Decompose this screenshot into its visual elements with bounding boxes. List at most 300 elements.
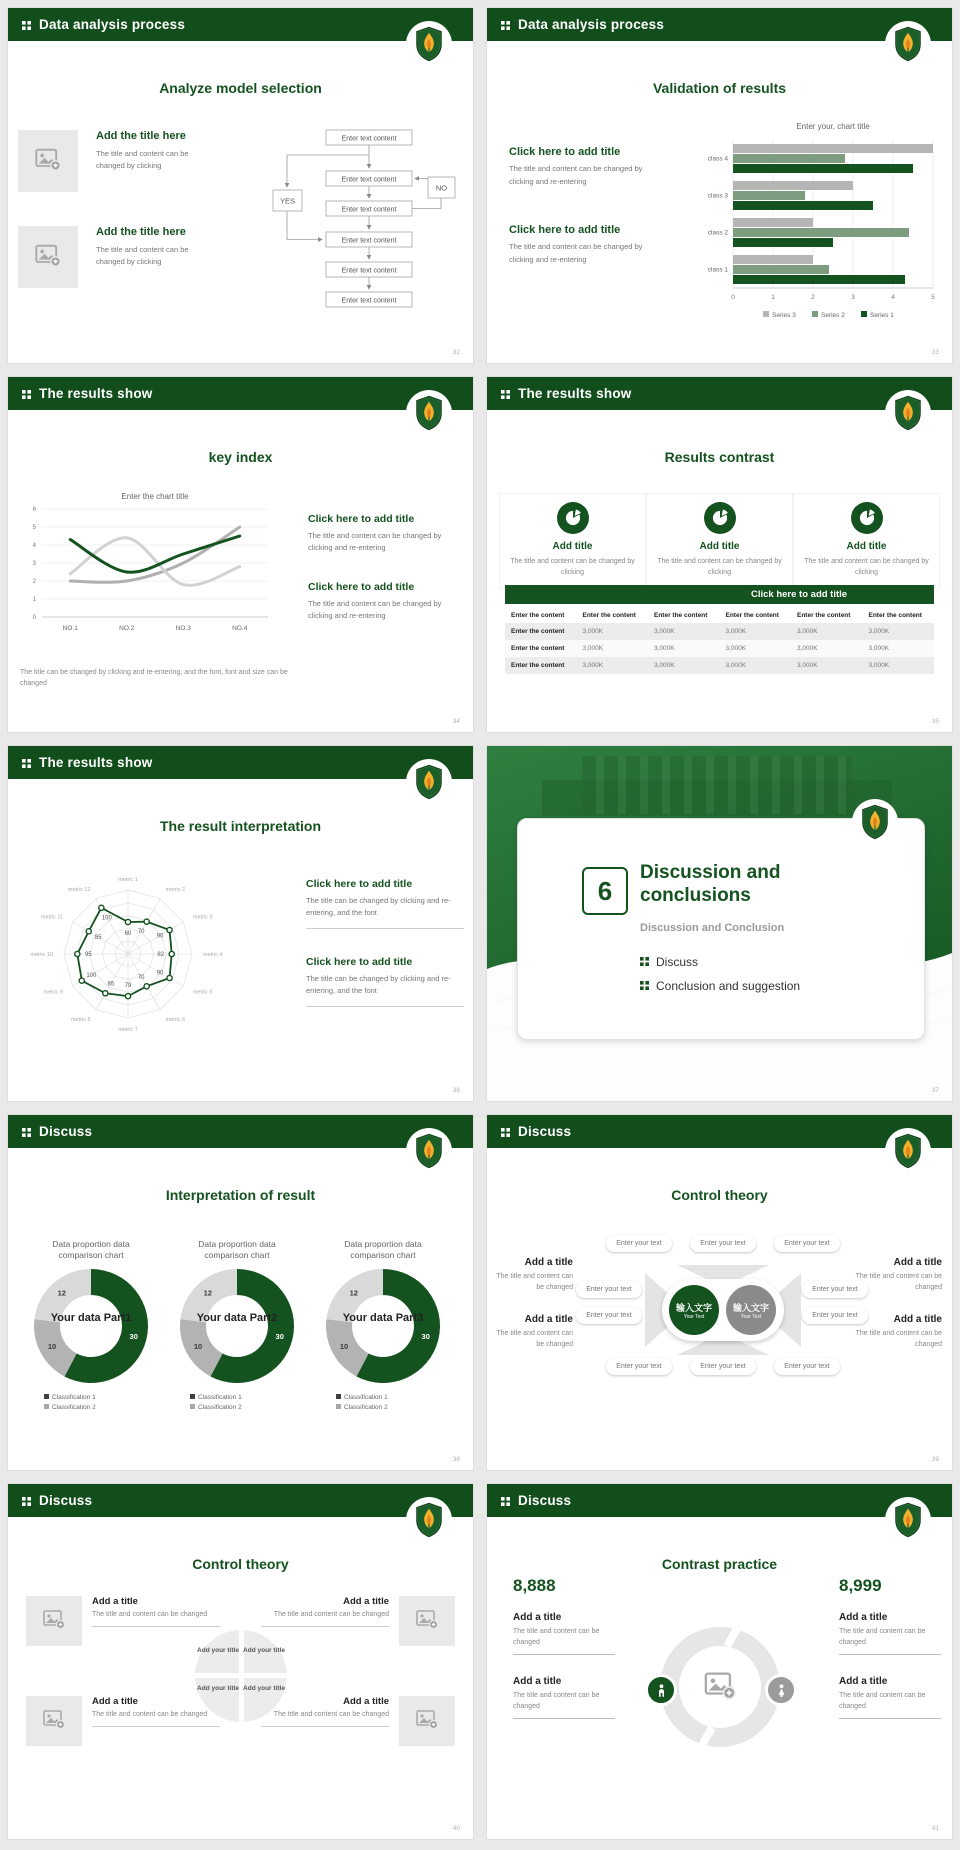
section-card bbox=[517, 818, 925, 1040]
college-shield-logo bbox=[406, 1497, 452, 1543]
slide-header-bar bbox=[487, 377, 952, 410]
column-header: Enter the content bbox=[797, 612, 851, 619]
add-image-icon bbox=[415, 1607, 439, 1636]
legend-swatch bbox=[190, 1394, 195, 1399]
text-pill: Enter your text bbox=[606, 1358, 672, 1375]
header-squares-icon bbox=[22, 1128, 31, 1137]
text-pill: Enter your text bbox=[802, 1281, 868, 1298]
page-number: 35 bbox=[931, 718, 939, 725]
page-number: 40 bbox=[452, 1825, 460, 1832]
block-body: The title and content can be changed by clicking and re-entering bbox=[308, 531, 442, 552]
text-block bbox=[509, 224, 681, 266]
donut-chart bbox=[175, 1264, 299, 1388]
svg-text:3: 3 bbox=[32, 561, 36, 567]
slide-header-bar bbox=[8, 1115, 473, 1148]
table-cell: 3,000K bbox=[654, 662, 675, 669]
slide-thumbnail-7[interactable] bbox=[8, 1115, 473, 1470]
female-person-icon bbox=[765, 1674, 797, 1706]
divider bbox=[261, 1726, 389, 1727]
slide-thumbnail-2[interactable] bbox=[487, 8, 952, 363]
block-title: Add a title bbox=[839, 1676, 888, 1687]
table-cell: 3,000K bbox=[797, 662, 818, 669]
line-chart bbox=[18, 487, 276, 647]
section-number: 6 bbox=[582, 867, 628, 915]
slide-header-bar bbox=[8, 746, 473, 779]
block-title: Add the title here bbox=[96, 226, 186, 238]
block-body: The title and content can be changed by clicking and re-entering bbox=[509, 242, 643, 264]
table-cell: 3,000K bbox=[582, 645, 604, 652]
page-title: Results contrast bbox=[664, 449, 775, 465]
legend-swatch bbox=[44, 1404, 49, 1409]
page-title: Control theory bbox=[192, 1556, 289, 1572]
svg-text:1: 1 bbox=[32, 597, 36, 603]
svg-text:metric 9: metric 9 bbox=[43, 989, 64, 996]
legend-item: Classification 1 bbox=[336, 1393, 456, 1403]
table-cell: 3,000K bbox=[582, 662, 604, 669]
page-title: Analyze model selection bbox=[159, 80, 322, 96]
slide-header-title: Data analysis process bbox=[39, 17, 186, 32]
section-title: Discussion and conclusions bbox=[640, 862, 781, 906]
image-placeholder bbox=[18, 130, 78, 192]
column-header: Enter the content bbox=[868, 612, 922, 619]
svg-text:90: 90 bbox=[156, 933, 164, 940]
svg-text:70: 70 bbox=[137, 929, 145, 936]
block-title: Add a title bbox=[343, 1596, 389, 1607]
page-number: 38 bbox=[452, 1456, 460, 1463]
slide-thumbnail-3[interactable] bbox=[8, 377, 473, 732]
flow-box-label: Enter text content bbox=[341, 206, 397, 214]
table-row bbox=[505, 657, 934, 674]
svg-text:5: 5 bbox=[32, 525, 36, 531]
table-cell: 3,000K bbox=[725, 628, 747, 635]
data-table bbox=[505, 608, 934, 674]
svg-text:metric 1: metric 1 bbox=[118, 877, 138, 883]
block-body: The title and content can be changed bbox=[839, 1692, 926, 1710]
center-text-en: Your Text bbox=[740, 1313, 762, 1320]
flow-yes-label: YES bbox=[279, 196, 296, 206]
table-cell: 3,000K bbox=[725, 662, 747, 669]
text-block bbox=[306, 956, 464, 1007]
svg-text:Enter the chart title: Enter the chart title bbox=[121, 492, 189, 501]
svg-text:95: 95 bbox=[84, 952, 92, 958]
chart-legend bbox=[190, 1393, 310, 1412]
side-text-block bbox=[489, 1257, 573, 1293]
divider bbox=[306, 1006, 464, 1007]
svg-text:100: 100 bbox=[101, 915, 112, 922]
svg-text:10: 10 bbox=[193, 1341, 203, 1351]
block-body: The title and content can be changed by clicking and re-entering bbox=[509, 164, 643, 186]
slide-header-bar bbox=[8, 377, 473, 410]
block-body: The title and content can be changed bbox=[855, 1273, 942, 1291]
chart-legend bbox=[336, 1393, 456, 1412]
card-title: Add title bbox=[699, 541, 740, 552]
svg-text:Enter your, chart title: Enter your, chart title bbox=[796, 122, 870, 131]
column-header: Enter the content bbox=[511, 612, 565, 619]
legend-swatch bbox=[336, 1394, 341, 1399]
column-header: Enter the content bbox=[725, 612, 779, 619]
slide-thumbnail-10[interactable] bbox=[487, 1484, 952, 1839]
svg-text:Series 3: Series 3 bbox=[772, 312, 796, 319]
text-block bbox=[308, 581, 464, 622]
text-pill: Enter your text bbox=[690, 1235, 756, 1252]
table-cell: Enter the content bbox=[511, 662, 565, 669]
add-image-icon bbox=[415, 1707, 439, 1736]
page-number: 41 bbox=[931, 1825, 939, 1832]
block-body: The title and content can be changed bbox=[513, 1692, 600, 1710]
quadrant-text bbox=[92, 1596, 220, 1627]
text-block bbox=[308, 513, 464, 554]
section-subtitle: Discussion and Conclusion bbox=[640, 922, 785, 934]
divider bbox=[513, 1654, 615, 1655]
center-circle-gray bbox=[726, 1285, 776, 1335]
image-placeholder bbox=[699, 1666, 741, 1708]
flow-box-label: Enter text content bbox=[341, 237, 397, 245]
college-shield-logo bbox=[885, 21, 931, 67]
slide-thumbnail-8[interactable] bbox=[487, 1115, 952, 1470]
svg-text:metric 4: metric 4 bbox=[203, 952, 223, 958]
card-body: The title and content can be changed by clicking bbox=[657, 558, 782, 576]
svg-text:metric 7: metric 7 bbox=[118, 1027, 138, 1033]
college-shield-logo bbox=[406, 759, 452, 805]
svg-text:30: 30 bbox=[129, 1332, 138, 1342]
divider bbox=[513, 1718, 615, 1719]
svg-text:2: 2 bbox=[811, 294, 815, 301]
block-title: Add a title bbox=[893, 1257, 942, 1268]
center-shape bbox=[662, 1279, 784, 1341]
male-person-icon bbox=[645, 1674, 677, 1706]
text-pill: Enter your text bbox=[576, 1307, 642, 1324]
page-number: 36 bbox=[452, 1087, 460, 1094]
table-cell: Enter the content bbox=[511, 645, 565, 652]
table-row bbox=[505, 623, 934, 640]
block-title: Add a title bbox=[92, 1596, 138, 1607]
text-pill: Enter your text bbox=[690, 1358, 756, 1375]
slide-header-bar bbox=[487, 8, 952, 41]
radar-chart bbox=[22, 862, 234, 1052]
block-title: Click here to add title bbox=[509, 224, 621, 236]
svg-text:10: 10 bbox=[47, 1341, 57, 1351]
side-text-block bbox=[489, 1314, 573, 1350]
block-title: Add a title bbox=[524, 1257, 573, 1268]
slide-header-bar bbox=[8, 1484, 473, 1517]
divider bbox=[261, 1626, 389, 1627]
legend-swatch bbox=[44, 1394, 49, 1399]
donut-chart-group bbox=[164, 1239, 310, 1412]
header-squares-icon bbox=[501, 390, 510, 399]
flow-box-label: Enter text content bbox=[341, 267, 397, 275]
divider bbox=[92, 1626, 220, 1627]
divider bbox=[306, 928, 464, 929]
circle-quadrant-label: Add your title bbox=[243, 1685, 285, 1692]
block-body: The title and content can be changed bbox=[496, 1330, 573, 1348]
svg-text:metric 8: metric 8 bbox=[70, 1016, 91, 1023]
legend-swatch bbox=[336, 1404, 341, 1409]
legend-item: Classification 1 bbox=[190, 1393, 310, 1403]
circle-quadrant-label: Add your title bbox=[197, 1647, 239, 1654]
section-bullet bbox=[640, 979, 800, 993]
svg-text:1: 1 bbox=[771, 294, 775, 301]
bullet-label: Discuss bbox=[656, 955, 699, 969]
flow-box-label: Enter text content bbox=[341, 135, 397, 143]
donut-center-label: Your data Part1 bbox=[50, 1312, 132, 1324]
legend-item: Classification 2 bbox=[44, 1403, 164, 1413]
svg-text:4: 4 bbox=[32, 543, 36, 549]
block-body: The title and content can be changed bbox=[513, 1628, 600, 1646]
block-body: The title can be changed by clicking and re-entering, and the font bbox=[306, 974, 451, 995]
legend-item: Classification 2 bbox=[190, 1403, 310, 1413]
legend-item: Classification 1 bbox=[44, 1393, 164, 1403]
text-pill: Enter your text bbox=[802, 1307, 868, 1324]
college-shield-logo bbox=[885, 1497, 931, 1543]
divider bbox=[839, 1718, 941, 1719]
slide-header-title: Discuss bbox=[39, 1493, 93, 1508]
page-number: 33 bbox=[931, 349, 939, 356]
svg-text:class 2: class 2 bbox=[707, 229, 728, 237]
svg-text:12: 12 bbox=[57, 1288, 66, 1298]
slide-thumbnail-4[interactable] bbox=[487, 377, 952, 732]
block-title: Click here to add title bbox=[306, 878, 413, 890]
header-squares-icon bbox=[22, 759, 31, 768]
section-bullet bbox=[640, 955, 698, 969]
svg-text:6: 6 bbox=[32, 507, 36, 513]
svg-text:5: 5 bbox=[931, 294, 935, 301]
image-placeholder bbox=[399, 1596, 455, 1646]
block-title: Add a title bbox=[343, 1696, 389, 1707]
block-title: Click here to add title bbox=[308, 581, 415, 593]
page-title: Control theory bbox=[671, 1187, 768, 1203]
stat-card bbox=[793, 493, 940, 589]
block-body: The title and content can be changed bbox=[273, 1711, 389, 1718]
chart-caption: Data proportion data comparison chart bbox=[344, 1239, 422, 1260]
center-circle-green bbox=[669, 1285, 719, 1335]
block-body: The title and content can be changed by clicking and re-entering bbox=[308, 599, 442, 620]
block-title: Click here to add title bbox=[509, 146, 621, 158]
divider bbox=[839, 1654, 941, 1655]
card-body: The title and content can be changed by clicking bbox=[510, 558, 635, 576]
flow-no-label: NO bbox=[435, 183, 448, 193]
text-block bbox=[96, 226, 248, 268]
svg-text:85: 85 bbox=[107, 981, 115, 988]
svg-text:metric 10: metric 10 bbox=[30, 952, 53, 958]
circle-quadrant-label: Add your title bbox=[197, 1685, 239, 1692]
table-cell: 3,000K bbox=[797, 628, 818, 635]
page-title: Interpretation of result bbox=[165, 1187, 316, 1203]
block-title: Add a title bbox=[513, 1612, 562, 1623]
svg-text:12: 12 bbox=[203, 1288, 212, 1298]
block-body: The title and content can be changed bbox=[855, 1330, 942, 1348]
header-squares-icon bbox=[22, 390, 31, 399]
slide-header-bar bbox=[487, 1484, 952, 1517]
block-title: Add a title bbox=[524, 1314, 573, 1325]
svg-text:NO.2: NO.2 bbox=[119, 625, 135, 632]
svg-text:82: 82 bbox=[157, 952, 165, 958]
slide-thumbnail-6[interactable] bbox=[487, 746, 952, 1101]
block-body: The title and content can be changed bbox=[839, 1628, 926, 1646]
svg-text:79: 79 bbox=[124, 983, 132, 990]
table-cell: 3,000K bbox=[654, 628, 675, 635]
text-pill: Enter your text bbox=[774, 1358, 840, 1375]
svg-text:class 4: class 4 bbox=[707, 155, 728, 163]
add-image-icon bbox=[42, 1707, 66, 1736]
svg-text:metric 2: metric 2 bbox=[165, 887, 186, 894]
bullet-squares-icon bbox=[640, 979, 649, 993]
add-image-icon bbox=[42, 1607, 66, 1636]
add-image-icon bbox=[34, 241, 62, 274]
svg-text:class 1: class 1 bbox=[707, 266, 728, 274]
svg-text:0: 0 bbox=[32, 615, 36, 621]
donut-chart-group bbox=[310, 1239, 456, 1412]
slide-header-bar bbox=[487, 1115, 952, 1148]
donut-chart-group bbox=[18, 1239, 164, 1412]
table-cell: 3,000K bbox=[654, 645, 675, 652]
block-body: The title and content can be changed bbox=[496, 1273, 573, 1291]
table-cell: 3,000K bbox=[868, 628, 890, 635]
image-placeholder bbox=[26, 1596, 82, 1646]
stat-number: 8,888 bbox=[513, 1576, 556, 1595]
text-block bbox=[306, 878, 464, 929]
svg-text:NO.1: NO.1 bbox=[62, 625, 78, 632]
circle-divider bbox=[195, 1673, 287, 1678]
page-number: 34 bbox=[452, 718, 460, 725]
quadrant-text bbox=[92, 1696, 220, 1727]
text-block bbox=[509, 146, 681, 188]
page-title: The result interpretation bbox=[159, 818, 322, 834]
slide-thumbnail-9[interactable] bbox=[8, 1484, 473, 1839]
text-block bbox=[513, 1676, 625, 1719]
header-squares-icon bbox=[22, 21, 31, 30]
block-body: The title and content can be changed bbox=[92, 1611, 208, 1618]
chart-legend bbox=[44, 1393, 164, 1412]
college-shield-logo bbox=[406, 21, 452, 67]
table-cell: 3,000K bbox=[725, 645, 747, 652]
svg-text:metric 6: metric 6 bbox=[165, 1016, 186, 1023]
image-placeholder bbox=[18, 226, 78, 288]
chart-caption: Data proportion data comparison chart bbox=[52, 1239, 130, 1260]
svg-text:class 3: class 3 bbox=[707, 192, 728, 200]
svg-text:metric 11: metric 11 bbox=[40, 914, 64, 921]
stat-card bbox=[646, 493, 793, 589]
side-text-block bbox=[854, 1257, 942, 1293]
table-cell: 3,000K bbox=[868, 645, 890, 652]
svg-text:Series 2: Series 2 bbox=[821, 312, 845, 319]
card-title: Add title bbox=[846, 541, 887, 552]
legend-swatch bbox=[190, 1404, 195, 1409]
divider bbox=[92, 1726, 220, 1727]
block-title: Add a title bbox=[513, 1676, 562, 1687]
svg-text:10: 10 bbox=[339, 1341, 349, 1351]
card-body: The title and content can be changed by clicking bbox=[804, 558, 929, 576]
svg-text:100: 100 bbox=[86, 973, 97, 980]
slide-thumbnail-5[interactable] bbox=[8, 746, 473, 1101]
chart-note: The title can be changed by clicking and re-entering, and the font, font and size can be changed bbox=[20, 669, 288, 687]
page-number: 39 bbox=[931, 1456, 939, 1463]
circle-quadrant-label: Add your title bbox=[243, 1647, 285, 1654]
table-cell: 3,000K bbox=[797, 645, 818, 652]
center-text-cn: 输入文字 bbox=[732, 1302, 769, 1313]
stat-number: 8,999 bbox=[839, 1576, 882, 1595]
text-pill: Enter your text bbox=[774, 1235, 840, 1252]
header-squares-icon bbox=[501, 1128, 510, 1137]
donut-center-label: Your data Part2 bbox=[196, 1312, 278, 1324]
slide-header-title: Data analysis process bbox=[518, 17, 665, 32]
quadrant-text bbox=[261, 1696, 389, 1727]
table-cell: Enter the content bbox=[511, 628, 565, 635]
table-cell: 3,000K bbox=[868, 662, 890, 669]
quadrant-text bbox=[261, 1596, 389, 1627]
donut-center-label: Your data Part3 bbox=[342, 1312, 424, 1324]
table-cell: 3,000K bbox=[582, 628, 604, 635]
svg-text:metric 5: metric 5 bbox=[192, 989, 213, 996]
block-title: Click here to add title bbox=[308, 513, 415, 525]
image-placeholder bbox=[26, 1696, 82, 1746]
block-body: The title and content can be changed bbox=[92, 1711, 208, 1718]
column-header: Enter the content bbox=[654, 612, 708, 619]
block-title: Add a title bbox=[92, 1696, 138, 1707]
slide-header-bar bbox=[8, 8, 473, 41]
slide-header-title: Discuss bbox=[518, 1493, 572, 1508]
svg-text:Series 1: Series 1 bbox=[870, 312, 894, 319]
table-row bbox=[505, 640, 934, 657]
flow-box-label: Enter text content bbox=[341, 176, 397, 184]
pie-icon bbox=[557, 502, 589, 534]
text-block bbox=[513, 1612, 625, 1655]
text-pill: Enter your text bbox=[576, 1281, 642, 1298]
column-header: Enter the content bbox=[582, 612, 636, 619]
table-banner: Click here to add title bbox=[505, 585, 934, 604]
block-body: The title and content can be changed bbox=[273, 1611, 389, 1618]
pie-icon bbox=[851, 502, 883, 534]
svg-text:0: 0 bbox=[731, 294, 735, 301]
page-number: 32 bbox=[452, 349, 460, 356]
donut-chart bbox=[29, 1264, 153, 1388]
block-title: Add a title bbox=[893, 1314, 942, 1325]
svg-text:2: 2 bbox=[32, 579, 36, 585]
block-title: Add the title here bbox=[96, 130, 186, 142]
text-block bbox=[96, 130, 248, 172]
text-block bbox=[839, 1612, 951, 1655]
college-shield-logo bbox=[885, 390, 931, 436]
slide-thumbnail-1[interactable] bbox=[8, 8, 473, 363]
stat-card bbox=[499, 493, 646, 589]
college-shield-logo bbox=[852, 799, 898, 845]
svg-text:3: 3 bbox=[851, 294, 855, 301]
svg-text:NO.3: NO.3 bbox=[175, 625, 191, 632]
card-row bbox=[499, 493, 940, 589]
header-squares-icon bbox=[22, 1497, 31, 1506]
center-text-en: Your Text bbox=[683, 1313, 705, 1320]
bullet-label: Conclusion and suggestion bbox=[656, 979, 801, 993]
bullet-squares-icon bbox=[640, 955, 649, 969]
header-squares-icon bbox=[501, 1497, 510, 1506]
flowchart-diagram bbox=[264, 120, 464, 325]
slide-header-title: The results show bbox=[518, 386, 632, 401]
page-title: Validation of results bbox=[652, 80, 787, 96]
header-squares-icon bbox=[501, 21, 510, 30]
svg-text:85: 85 bbox=[94, 934, 102, 941]
text-pill: Enter your text bbox=[606, 1235, 672, 1252]
flow-box-label: Enter text content bbox=[341, 297, 397, 305]
side-text-block bbox=[854, 1314, 942, 1350]
college-shield-logo bbox=[406, 390, 452, 436]
svg-text:90: 90 bbox=[156, 970, 164, 977]
add-image-icon bbox=[703, 1668, 737, 1707]
block-title: Add a title bbox=[839, 1612, 888, 1623]
svg-text:30: 30 bbox=[421, 1332, 430, 1342]
slide-header-title: The results show bbox=[39, 755, 153, 770]
chart-caption: Data proportion data comparison chart bbox=[198, 1239, 276, 1260]
slide-header-title: Discuss bbox=[518, 1124, 572, 1139]
add-image-icon bbox=[34, 145, 62, 178]
